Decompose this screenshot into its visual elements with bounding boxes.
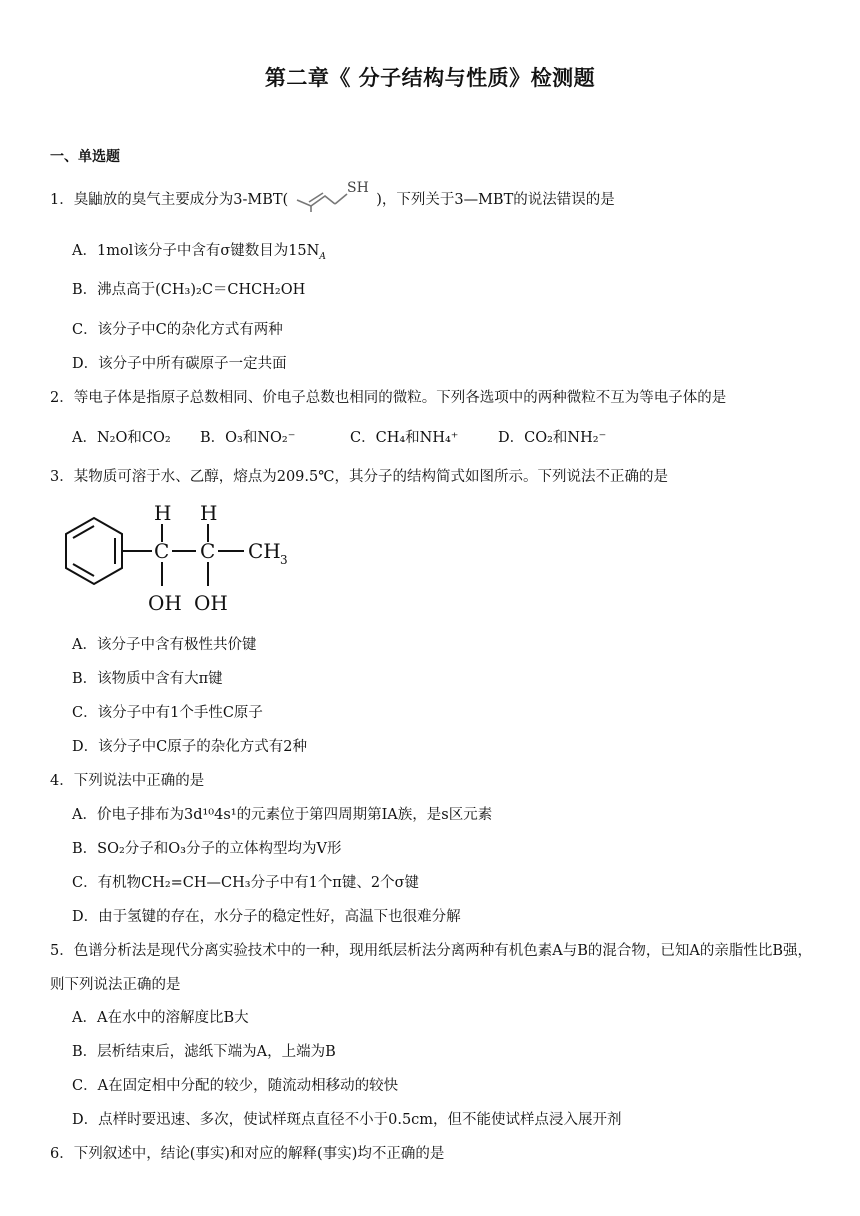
question-4-stem: 4．下列说法中正确的是: [50, 773, 205, 789]
question-4-option-a: A．价电子排布为3d¹⁰4s¹的元素位于第四周期第IA族，是s区元素: [72, 807, 493, 823]
mol-c2: C: [200, 539, 216, 563]
page-title: 第二章《 分子结构与性质》检测题: [264, 66, 596, 90]
mol-ch3-sub: 3: [280, 553, 288, 567]
mol-ch3: CH: [248, 539, 281, 563]
question-1-option-d: D．该分子中所有碳原子一定共面: [72, 356, 287, 372]
question-5-option-d: D．点样时要迅速、多次，使试样斑点直径不小于0.5cm，但不能使试样点浸入展开剂: [72, 1112, 622, 1128]
question-6-stem: 6．下列叙述中，结论(事实)和对应的解释(事实)均不正确的是: [50, 1146, 445, 1162]
question-1-option-c: C．该分子中C的杂化方式有两种: [72, 322, 283, 338]
question-3-option-d: D．该分子中C原子的杂化方式有2种: [72, 739, 307, 755]
mol-oh1: OH: [148, 591, 182, 615]
question-1-stem-suffix: )，下列关于3—MBT的说法错误的是: [376, 192, 615, 208]
mbt-sh-label: SH: [347, 180, 369, 196]
question-2-option-a: A．N₂O和CO₂: [72, 430, 171, 446]
question-5-option-c: C．A在固定相中分配的较少，随流动相移动的较快: [72, 1078, 399, 1094]
question-3-stem: 3．某物质可溶于水、乙醇，熔点为209.5℃，其分子的结构简式如图所示。下列说法不正确的是: [50, 469, 668, 485]
question-2-options: [72, 428, 606, 448]
mol-h1: H: [154, 501, 172, 525]
mol-oh2: OH: [194, 591, 228, 615]
question-5-stem: 5．色谱分析法是现代分离实验技术中的一种，现用纸层析法分离两种有机色素A与B的混合物，已知A的亲脂性比B强，则下列说法正确的是: [50, 943, 812, 993]
question-2-stem: 2．等电子体是指原子总数相同、价电子总数也相同的微粒。下列各选项中的两种微粒不互为等电子体的是: [50, 390, 727, 406]
question-2-option-d: D．CO₂和NH₂⁻: [498, 430, 607, 446]
mol-c1: C: [154, 539, 170, 563]
question-5-option-b: B．层析结束后，滤纸下端为A，上端为B: [72, 1044, 336, 1060]
question-1-option-b: B．沸点高于(CH₃)₂C＝CHCH₂OH: [72, 282, 306, 298]
mbt-structure-diagram: [295, 178, 377, 212]
question-2-option-c: C．CH₄和NH₄⁺: [350, 430, 459, 446]
question-3-option-a: A．该分子中含有极性共价键: [72, 637, 257, 653]
question-4-option-c: C．有机物CH₂=CH—CH₃分子中有1个π键、2个σ键: [72, 875, 419, 891]
question-2-option-b: B．O₃和NO₂⁻: [200, 430, 296, 446]
mol-h2: H: [200, 501, 218, 525]
question-1-option-a: A．1mol该分子中含有σ键数目为$15N_A$: [72, 243, 326, 262]
question-1-stem-prefix: 1．臭鼬放的臭气主要成分为3-MBT(: [50, 192, 289, 208]
question-3-option-b: B．该物质中含有大π键: [72, 671, 223, 687]
section-heading: 一、单选题: [50, 149, 120, 165]
molecule-structure-diagram: [48, 500, 308, 622]
question-5-option-a: A．A在水中的溶解度比B大: [72, 1010, 249, 1026]
question-4-option-d: D．由于氢键的存在，水分子的稳定性好，高温下也很难分解: [72, 909, 461, 925]
question-4-option-b: B．SO₂分子和O₃分子的立体构型均为V形: [72, 841, 342, 857]
question-3-option-c: C．该分子中有1个手性C原子: [72, 705, 263, 721]
